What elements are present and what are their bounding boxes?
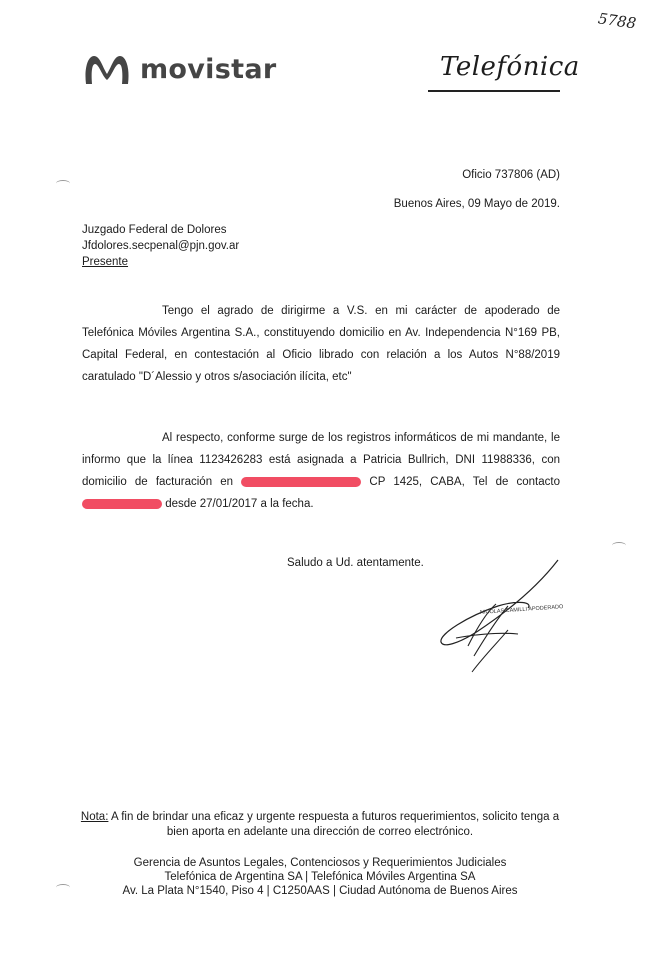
movistar-wordmark: movistar: [140, 53, 277, 85]
redacted-address: [241, 477, 361, 487]
paragraph-2-text-part3: desde 27/01/2017 a la fecha.: [165, 498, 314, 510]
nota-block: [80, 810, 560, 840]
footer-line-1: Gerencia de Asuntos Legales, Contenciosos y Requerimientos Judiciales: [133, 857, 507, 869]
signature-stamp: NICOLAS CAMILLI APODERADO: [479, 604, 564, 616]
closing-salutation: Saludo a Ud. atentamente.: [287, 557, 424, 569]
recipient-name: Juzgado Federal de Dolores: [82, 224, 227, 236]
movistar-m-icon: [82, 50, 132, 88]
movistar-logo: [82, 50, 276, 88]
scan-mark: [56, 884, 70, 891]
letter-date: Buenos Aires, 09 Mayo de 2019.: [393, 198, 560, 210]
nota-label: Nota:: [80, 811, 109, 823]
handwritten-page-number: 5788: [596, 9, 638, 33]
paragraph-1-text: Tengo el agrado de dirigirme a V.S. en mi carácter de apoderado de Telefónica Móviles Argentina S.A., constituyendo domicilio en Av. Independencia N°169 PB, Capital Federal, en contestación al Oficio librado con relación a los Autos N°88/2019 caratulado "D´Alessio y otros s/asociación ilícita, etc": [82, 305, 560, 383]
telefonica-logo-underline: [428, 90, 560, 92]
recipient-email: Jfdolores.secpenal@pjn.gov.ar: [82, 240, 240, 252]
paragraph-2-text-part2: CP 1425, CABA, Tel de contacto: [369, 476, 560, 488]
footer: [80, 856, 560, 898]
handwritten-signature: [438, 556, 568, 676]
footer-line-2: Telefónica de Argentina SA | Telefónica Móviles Argentina SA: [164, 871, 476, 883]
scan-mark: [612, 542, 626, 549]
body-paragraph-1: [82, 300, 560, 388]
nota-text: A fin de brindar una eficaz y urgente respuesta a futuros requerimientos, solicito tenga a bien aporta en adelante una dirección de correo electrónico.: [108, 811, 560, 838]
body-paragraph-2: [82, 427, 560, 515]
oficio-number: Oficio 737806 (AD): [462, 169, 560, 181]
footer-line-3: Av. La Plata N°1540, Piso 4 | C1250AAS | Ciudad Autónoma de Buenos Aires: [122, 885, 518, 897]
redacted-phone: [82, 499, 162, 509]
scan-mark: [56, 180, 70, 187]
recipient-presente: Presente: [82, 256, 129, 268]
telefonica-logo: Telefónica: [440, 52, 580, 82]
paragraph-2-text-part1: Al respecto, conforme surge de los registros informáticos de mi mandante, le informo que la línea 1123426283 está asignada a Patricia Bullrich, DNI 11988336, con domicilio de facturación en: [82, 432, 560, 488]
